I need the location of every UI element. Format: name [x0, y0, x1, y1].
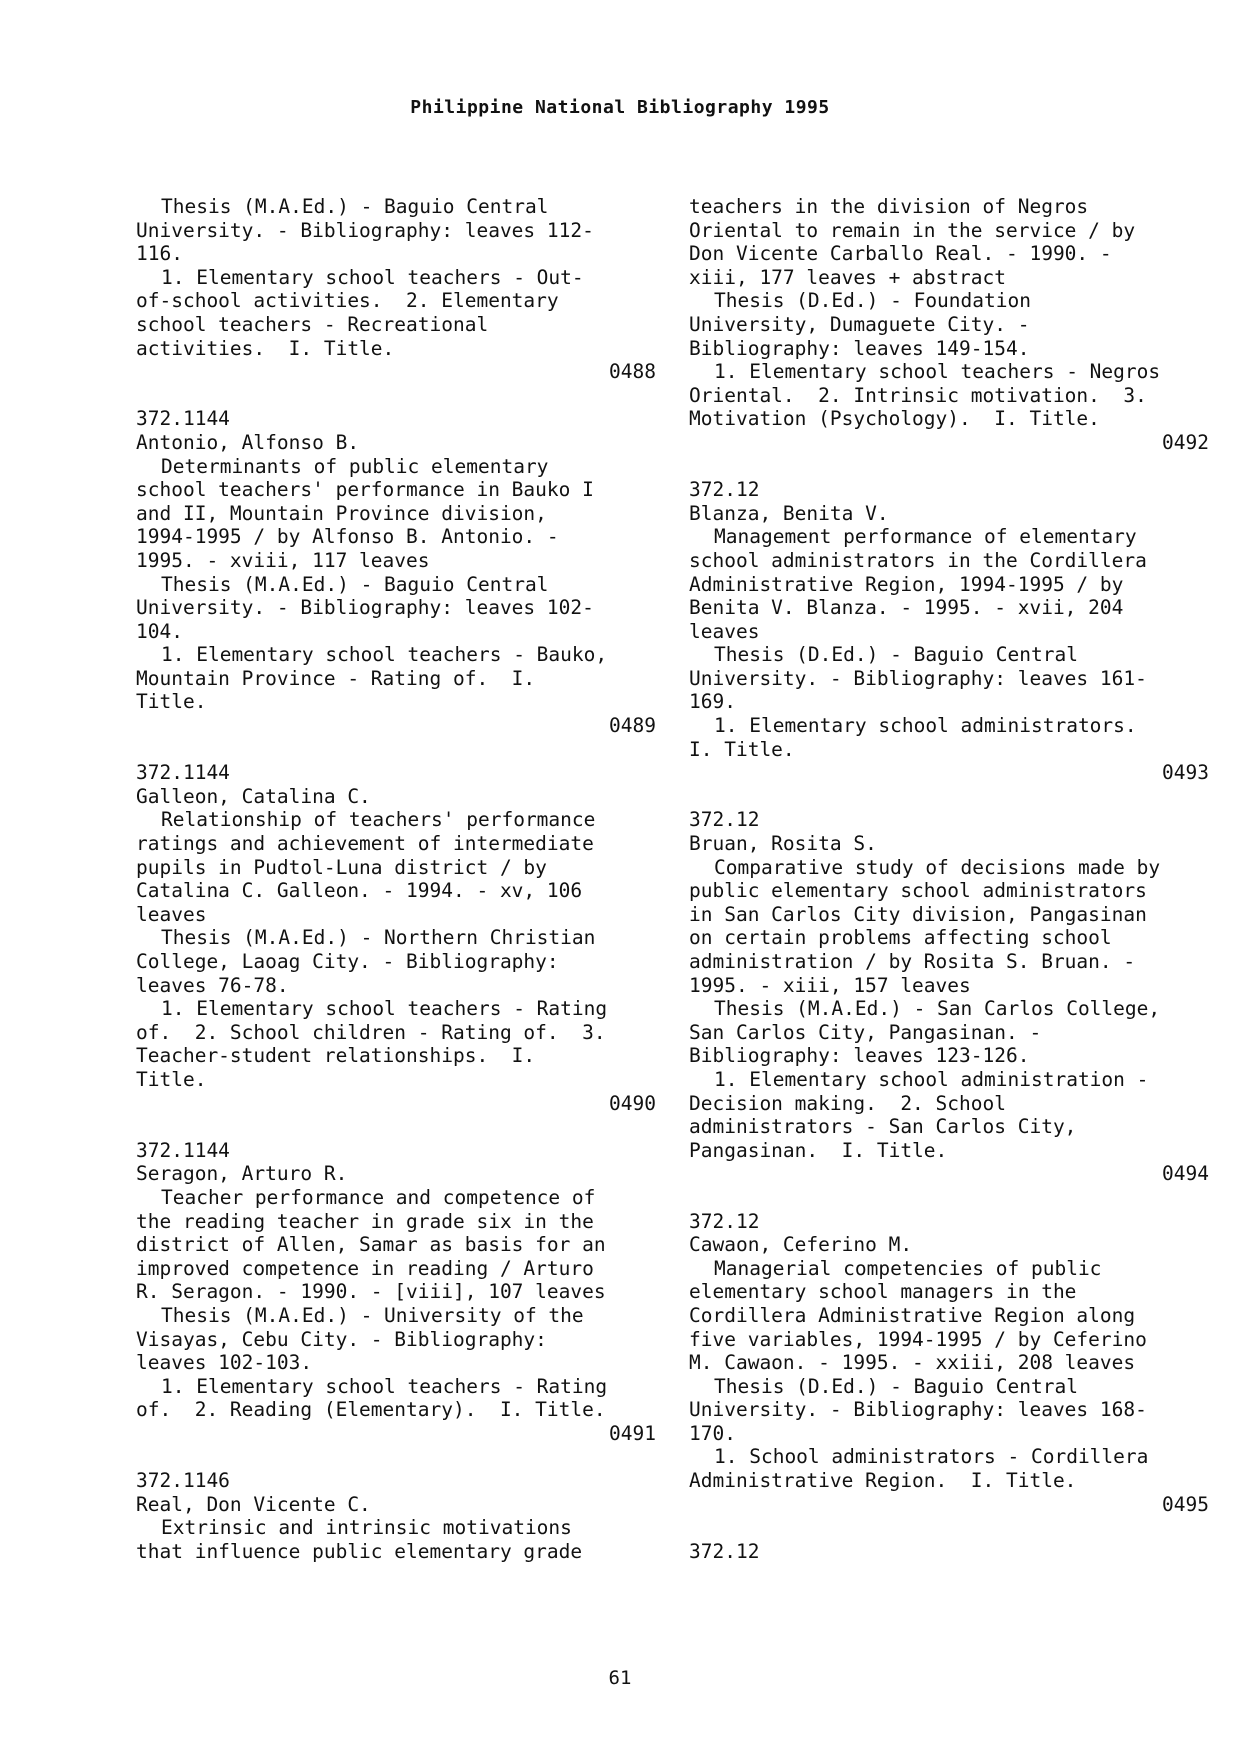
text-line: 372.1144 — [136, 407, 230, 431]
entry-line-indented: 1. Elementary school teachers - Rating — [161, 997, 608, 1021]
entry-number: 0488 — [609, 360, 656, 384]
text-line: Don Vicente Carballo Real. - 1990. - — [689, 242, 1112, 266]
entry-line-indented: Thesis (D.Ed.) - Foundation — [714, 289, 1031, 313]
text-line: of-school activities. 2. Elementary — [136, 289, 559, 313]
text-line: I. Title. — [689, 737, 795, 761]
entry-line-indented: 1. School administrators - Cordillera — [714, 1445, 1149, 1469]
text-line: Cawaon, Ceferino M. — [689, 1233, 913, 1257]
text-line: Real, Don Vicente C. — [136, 1492, 371, 1516]
entry-number: 0494 — [1162, 1162, 1209, 1186]
text-line: Mountain Province - Rating of. I. — [136, 666, 536, 690]
text-line: administrators - San Carlos City, — [689, 1115, 1077, 1139]
text-line: Bibliography: leaves 149-154. — [689, 336, 1030, 360]
text-line: on certain problems affecting school — [689, 926, 1112, 950]
entry-line-indented: Thesis (M.A.Ed.) - San Carlos College, — [714, 997, 1161, 1021]
entry-line-indented: Relationship of teachers' performance — [161, 808, 596, 832]
text-line: Bibliography: leaves 123-126. — [689, 1044, 1030, 1068]
text-line: 372.1144 — [136, 761, 230, 785]
entry-line-indented: Determinants of public elementary — [161, 454, 549, 478]
text-line: Seragon, Arturo R. — [136, 1162, 348, 1186]
text-line: leaves 76-78. — [136, 973, 289, 997]
text-line: Title. — [136, 690, 207, 714]
text-line: ratings and achievement of intermediate — [136, 832, 594, 856]
text-line: College, Laoag City. - Bibliography: — [136, 950, 559, 973]
text-line: Blanza, Benita V. — [689, 501, 889, 525]
text-line: Galleon, Catalina C. — [136, 784, 371, 808]
text-line: Administrative Region, 1994-1995 / by — [689, 572, 1124, 596]
text-line: Antonio, Alfonso B. — [136, 430, 360, 454]
text-line: Administrative Region. I. Title. — [689, 1469, 1077, 1493]
text-line: public elementary school administrators — [689, 879, 1147, 903]
text-line: improved competence in reading / Arturo — [136, 1256, 594, 1280]
entry-line-indented: Managerial competencies of public — [714, 1256, 1102, 1280]
text-line: leaves 102-103. — [136, 1351, 313, 1375]
text-line: school teachers' performance in Bauko I — [136, 478, 594, 502]
text-line: R. Seragon. - 1990. - [viii], 107 leaves — [136, 1280, 606, 1304]
bibliography-column-right — [689, 195, 1209, 1563]
text-line: school teachers - Recreational — [136, 312, 489, 336]
text-line: 372.12 — [689, 1539, 760, 1563]
entry-number: 0492 — [1162, 430, 1209, 454]
text-line: Oriental to remain in the service / by — [689, 218, 1136, 242]
page-number: 61 — [608, 1667, 632, 1689]
text-line: 104. — [136, 619, 183, 643]
text-line: University. - Bibliography: leaves 168- — [689, 1398, 1147, 1422]
text-line: leaves — [136, 902, 207, 926]
blank-line — [136, 384, 656, 408]
text-line: that influence public elementary grade — [136, 1539, 583, 1563]
entry-number: 0490 — [609, 1091, 656, 1115]
entry-line-indented: 1. Elementary school administrators. — [714, 714, 1137, 738]
entry-line-indented: Thesis (D.Ed.) - Baguio Central — [714, 643, 1078, 667]
entry-line-indented: 1. Elementary school teachers - Out- — [161, 265, 584, 289]
blank-line — [689, 1516, 1209, 1540]
entry-line-indented: 1. Elementary school teachers - Rating — [161, 1374, 608, 1398]
text-line: 116. — [136, 242, 183, 266]
text-line: San Carlos City, Pangasinan. - — [689, 1020, 1042, 1044]
entry-number: 0489 — [609, 714, 656, 738]
text-line: 372.1146 — [136, 1469, 230, 1493]
text-line: leaves — [689, 619, 760, 643]
entry-line-indented: Thesis (D.Ed.) - Baguio Central — [714, 1374, 1078, 1398]
entry-number: 0491 — [609, 1421, 656, 1445]
entry-line-indented: 1. Elementary school teachers - Bauko, — [161, 643, 608, 667]
text-line: University. - Bibliography: leaves 102- — [136, 596, 594, 620]
entry-line-indented: Thesis (M.A.Ed.) - Baguio Central — [161, 572, 549, 596]
text-line: 372.12 — [689, 478, 760, 502]
entry-number: 0495 — [1162, 1492, 1209, 1516]
text-line: M. Cawaon. - 1995. - xxiii, 208 leaves — [689, 1351, 1136, 1375]
blank-line — [689, 785, 1209, 809]
text-line: pupils in Pudtol-Luna district / by — [136, 855, 547, 879]
text-line: Visayas, Cebu City. - Bibliography: — [136, 1327, 547, 1351]
text-line: 170. — [689, 1421, 736, 1445]
text-line: school administrators in the Cordillera — [689, 548, 1147, 572]
text-line: Benita V. Blanza. - 1995. - xvii, 204 — [689, 596, 1124, 620]
entry-line-indented: Teacher performance and competence of — [161, 1185, 596, 1209]
text-line: University. - Bibliography: leaves 161- — [689, 666, 1147, 690]
entry-line-indented: Thesis (M.A.Ed.) - University of the — [161, 1303, 584, 1327]
text-line: 169. — [689, 690, 736, 714]
text-line: University. - Bibliography: leaves 112- — [136, 218, 594, 242]
text-line: and II, Mountain Province division, — [136, 501, 547, 525]
text-line: 372.12 — [689, 1209, 760, 1233]
text-line: five variables, 1994-1995 / by Ceferino — [689, 1327, 1147, 1351]
blank-line — [136, 1115, 656, 1139]
text-line: Bruan, Rosita S. — [689, 832, 877, 856]
text-line: Oriental. 2. Intrinsic motivation. 3. — [689, 383, 1147, 407]
text-line: xiii, 177 leaves + abstract — [689, 265, 1006, 289]
blank-line — [689, 455, 1209, 479]
text-line: activities. I. Title. — [136, 336, 395, 360]
text-line: teachers in the division of Negros — [689, 195, 1089, 218]
text-line: 372.12 — [689, 808, 760, 832]
text-line: 1995. - xiii, 157 leaves — [689, 973, 971, 997]
text-line: of. 2. Reading (Elementary). I. Title. — [136, 1398, 606, 1422]
text-line: 1995. - xviii, 117 leaves — [136, 548, 430, 572]
text-line: the reading teacher in grade six in the — [136, 1209, 594, 1233]
entry-line-indented: Thesis (M.A.Ed.) - Northern Christian — [161, 926, 596, 950]
blank-line — [689, 1186, 1209, 1210]
text-line: 372.1144 — [136, 1138, 230, 1162]
entry-line-indented: 1. Elementary school administration - — [714, 1067, 1149, 1091]
entry-line-indented: Thesis (M.A.Ed.) - Baguio Central — [161, 195, 549, 218]
text-line: Teacher-student relationships. I. — [136, 1044, 536, 1068]
entry-line-indented: 1. Elementary school teachers - Negros — [714, 360, 1161, 384]
text-line: Title. — [136, 1067, 207, 1091]
text-line: of. 2. School children - Rating of. 3. — [136, 1020, 606, 1044]
text-line: Catalina C. Galleon. - 1994. - xv, 106 — [136, 879, 583, 903]
entry-line-indented: Extrinsic and intrinsic motivations — [161, 1516, 572, 1540]
text-line: Motivation (Psychology). I. Title. — [689, 407, 1100, 431]
text-line: Decision making. 2. School — [689, 1091, 1006, 1115]
bibliography-column-left — [136, 195, 656, 1563]
text-line: elementary school managers in the — [689, 1280, 1077, 1304]
text-line: University, Dumaguete City. - — [689, 312, 1030, 336]
text-line: Pangasinan. I. Title. — [689, 1138, 948, 1162]
page-title: Philippine National Bibliography 1995 — [410, 97, 830, 118]
entry-line-indented: Comparative study of decisions made by — [714, 855, 1161, 879]
blank-line — [136, 738, 656, 762]
blank-line — [136, 1445, 656, 1469]
entry-line-indented: Management performance of elementary — [714, 525, 1137, 549]
text-line: Cordillera Administrative Region along — [689, 1303, 1136, 1327]
text-line: 1994-1995 / by Alfonso B. Antonio. - — [136, 525, 559, 549]
entry-number: 0493 — [1162, 761, 1209, 785]
text-line: district of Allen, Samar as basis for an — [136, 1233, 606, 1257]
text-line: in San Carlos City division, Pangasinan — [689, 902, 1147, 926]
text-line: administration / by Rosita S. Bruan. - — [689, 950, 1136, 973]
